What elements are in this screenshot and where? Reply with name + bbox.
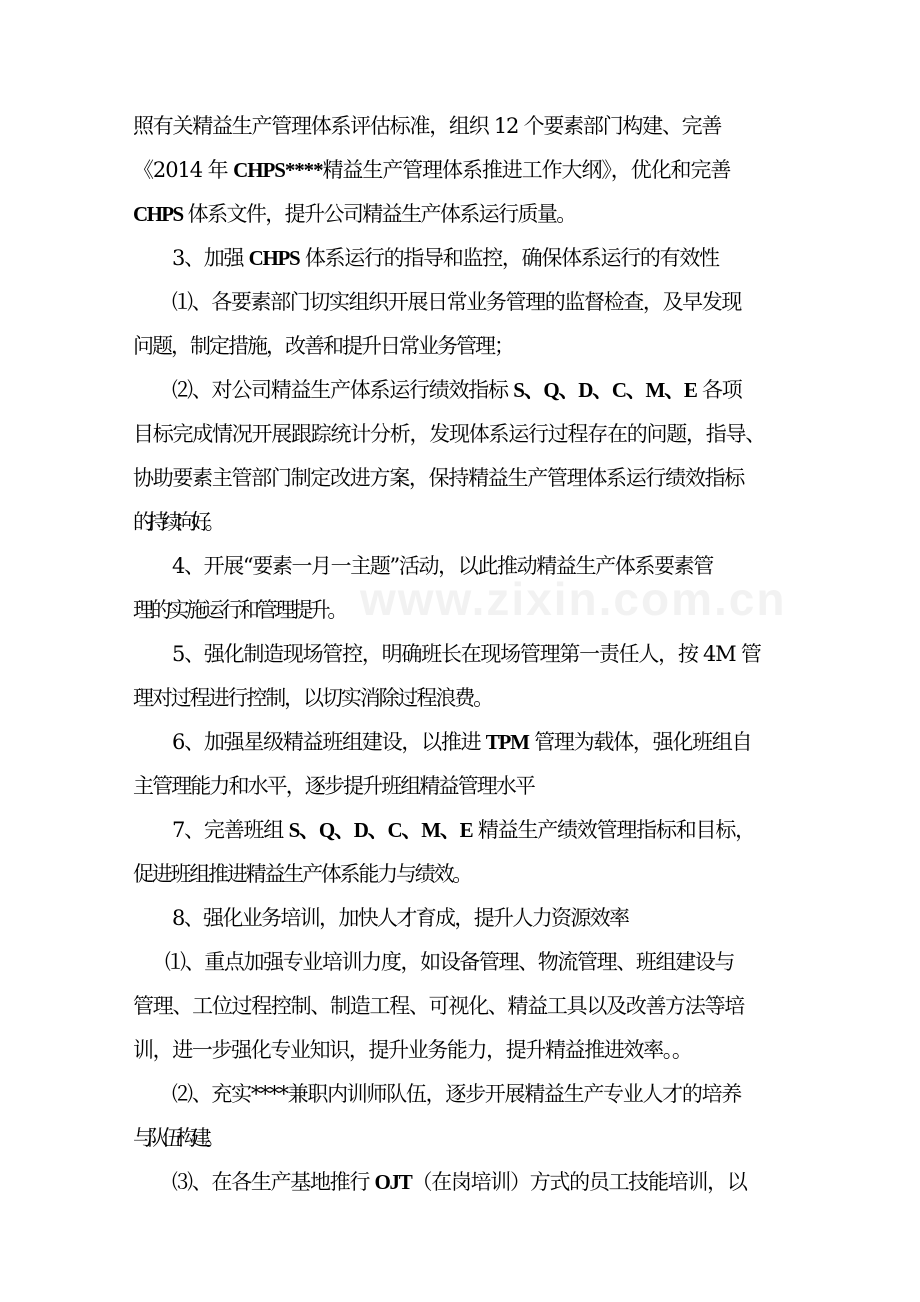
text-run: ⑶、在各生产基地推行	[172, 1170, 375, 1194]
bold-term: CHPS****	[233, 158, 323, 182]
heading-item-4-line	[0, 588, 920, 632]
list-item-8-2-line	[0, 1072, 920, 1116]
paragraph-line	[0, 192, 920, 236]
paragraph-line	[0, 104, 920, 148]
text-run: 照有关精益生产管理体系评估标准，组织 12 个要素部门构建、完善	[133, 114, 722, 138]
text-run: 促进班组推进精益生产体系能力与绩效。	[133, 862, 471, 886]
text-run: 训，进一步强化专业知识，提升业务能力，提升精益推进效率。。	[133, 1038, 692, 1062]
list-item-8-1-line	[0, 940, 920, 984]
list-item-2-line	[0, 500, 920, 544]
list-item-8-1-line	[0, 1028, 920, 1072]
text-run: 理的实施运行和管理提升。	[133, 598, 345, 622]
bold-term: S、Q、D、C、M、E	[513, 378, 697, 402]
text-run: 4、开展“要素一月一主题”活动，以此推动精益生产体系要素管	[172, 554, 713, 578]
text-run: ⑵、充实****兼职内训师队伍，逐步开展精益生产专业人才的培养	[172, 1082, 741, 1106]
text-run: 5、强化制造现场管控，明确班长在现场管理第一责任人，按 4M 管	[172, 642, 761, 666]
bold-term: OJT	[374, 1170, 412, 1194]
text-run: 精益生产绩效管理指标和目标，	[472, 818, 755, 842]
text-run: 主管理能力和水平，逐步提升班组精益管理水平	[133, 774, 534, 798]
text-run: 精益生产管理体系推进工作大纲》，优化和完善	[322, 158, 731, 182]
text-run: 7、完善班组	[172, 818, 289, 842]
heading-item-5	[0, 632, 920, 676]
text-run: 的持续向好。	[133, 510, 219, 534]
text-run: 8、强化业务培训，加快人才育成，提升人力资源效率	[172, 906, 629, 930]
watermark-text: www.zixin.com.cn	[360, 573, 787, 625]
text-run: 3、加强	[172, 246, 249, 270]
list-item-2-line	[0, 412, 920, 456]
heading-item-3	[0, 236, 920, 280]
heading-item-7-line	[0, 852, 920, 896]
text-run: 6、加强星级精益班组建设，以推进	[172, 730, 486, 754]
heading-item-8	[0, 896, 920, 940]
text-run: ⑵、对公司精益生产体系运行绩效指标	[172, 378, 514, 402]
text-run: （在岗培训）方式的员工技能培训，以	[411, 1170, 747, 1194]
heading-item-5-line	[0, 676, 920, 720]
text-run: 问题，制定措施，改善和提升日常业务管理；	[133, 334, 513, 358]
list-item-8-1-line	[0, 984, 920, 1028]
text-run: 管理、工位过程控制、制造工程、可视化、精益工具以及改善方法等培	[133, 994, 744, 1018]
heading-item-6-line	[0, 764, 920, 808]
heading-item-4	[0, 544, 920, 588]
text-run: 管理为载体，强化班组自	[528, 730, 752, 754]
list-item-2-line	[0, 456, 920, 500]
list-item-1-line	[0, 280, 920, 324]
paragraph-line	[0, 148, 920, 192]
text-run: 体系文件，提升公司精益生产体系运行质量。	[182, 202, 576, 226]
list-item-1-line	[0, 324, 920, 368]
bold-term: TPM	[485, 730, 529, 754]
text-run: 各项	[696, 378, 742, 402]
text-run: ⑴、重点加强专业培训力度，如设备管理、物流管理、班组建设与	[165, 950, 734, 974]
text-run: 与队伍构建。	[133, 1126, 219, 1150]
bold-term: S、Q、D、C、M、E	[288, 818, 473, 842]
heading-item-7	[0, 808, 920, 852]
heading-item-6	[0, 720, 920, 764]
text-run: 体系运行的指导和监控，确保体系运行的有效性	[299, 246, 719, 270]
bold-term: CHPS	[133, 202, 183, 226]
list-item-8-3-line	[0, 1160, 920, 1204]
text-run: 《2014 年	[133, 158, 234, 182]
text-run: ⑴、各要素部门切实组织开展日常业务管理的监督检查，及早发现	[172, 290, 741, 314]
text-run: 目标完成情况开展跟踪统计分析，发现体系运行过程存在的问题，指导、	[133, 422, 765, 446]
list-item-8-2-line	[0, 1116, 920, 1160]
text-run: 理对过程进行控制，以切实消除过程浪费。	[133, 686, 492, 710]
list-item-2-line	[0, 368, 920, 412]
text-run: 协助要素主管部门制定改进方案，保持精益生产管理体系运行绩效指标	[133, 466, 744, 490]
bold-term: CHPS	[248, 246, 300, 270]
